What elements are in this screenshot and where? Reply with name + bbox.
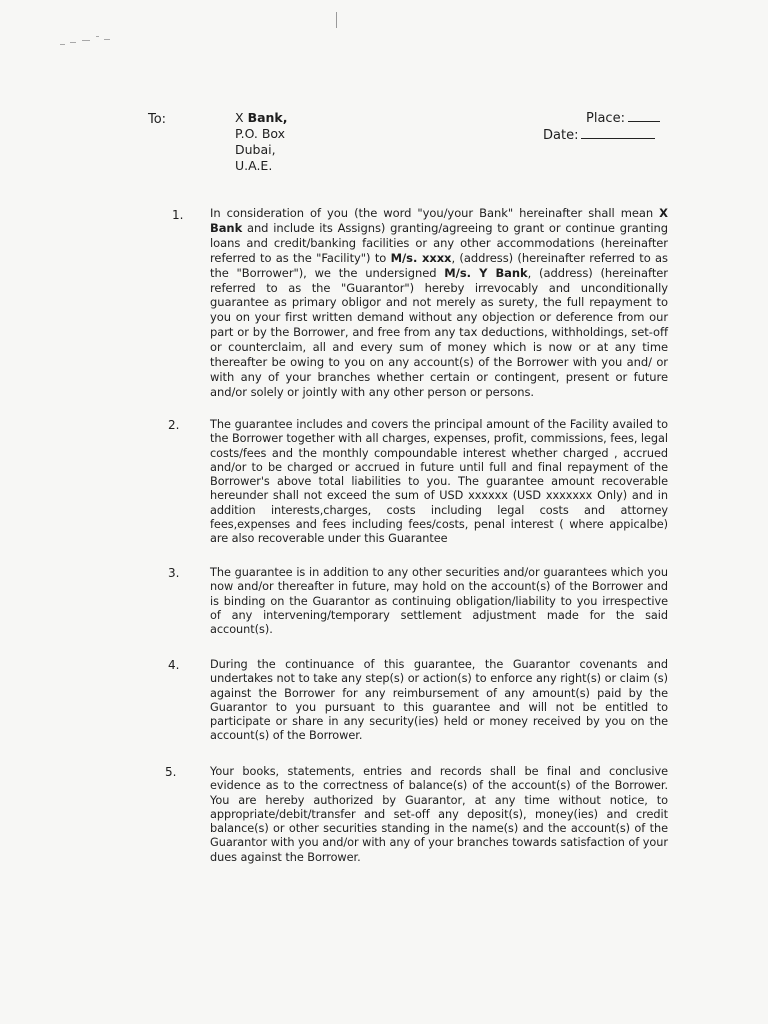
scan-artifact-mark [336, 12, 337, 28]
clause-text-run: During the continuance of this guarantee, the Guarantor covenants and undertakes not to take any step(s) or action(s) to enforce any right(s) or claim (s) against the Borrower for any reimbursement of any amount(s) paid by the Guarantor to you pursuant to this guarantee and will not be entitled to participate or share in any security(ies) held or money received by you on the account(s) of the Borrower. [210, 658, 668, 743]
date-row [543, 127, 660, 144]
clause-number: 3. [168, 566, 180, 580]
address-line-city: Dubai, [235, 142, 276, 157]
address-line-po-box: P.O. Box [235, 126, 286, 141]
bank-name-prefix: X [235, 110, 244, 125]
place-label: Place: [586, 111, 625, 126]
clause-number: 2. [168, 418, 180, 432]
clause-text-run: In consideration of you (the word "you/your Bank" hereinafter shall mean [210, 206, 660, 220]
clause-bold-term: X Bank [210, 206, 668, 235]
clause-text-run: and include its Assigns) granting/agreeing to grant or continue granting loans and credit/banking facilities or any other accommodations (hereinafter referred to as the "Facility") to [210, 220, 668, 265]
clause-text-run: , (address) (hereinafter referred to as the "Guarantor") hereby irrevocably and unconditionally guarantee as primary obligor and not merely as surety, the full repayment to you on your first written demand without any objection or deference from our part or by the Borrower, and free from any tax deductions, withholdings, set-off or counterclaim, all and every sum of money which is now or at any time thereafter be owing to you on any account(s) of the Borrower with you and/ or with any of your branches whether certain or contingent, present or future and/or solely or jointly with any other person or persons. [210, 265, 668, 399]
clause-text-run: , (address) (hereinafter referred to as the "Borrower"), we the undersigned [210, 250, 668, 280]
bank-name-line [235, 110, 288, 126]
bank-name-bold: Bank, [247, 110, 288, 125]
place-blank-line [628, 111, 660, 122]
address-line-country: U.A.E. [235, 158, 273, 173]
clause-number: 4. [168, 658, 180, 672]
clause-number: 1. [172, 208, 184, 222]
place-date-block [543, 110, 660, 144]
clause-number: 5. [165, 765, 177, 779]
clause-text-run: The guarantee includes and covers the principal amount of the Facility availed to the Borrower together with all charges, expenses, profit, commissions, fees, legal costs/fees and the monthly compoundable interest whether charged , accrued and/or to be charged or accrued in future until full and final repayment of the Borrower's above total liabilities to you. The guarantee amount recoverable hereunder shall not exceed the sum of USD xxxxxx (USD xxxxxxx Only) and in addition interests,charges, costs including legal costs and attorney fees,expenses and fees including fees/costs, penal interest ( where appicalbe) are also recoverable under this Guarantee [210, 418, 668, 546]
date-blank-line [581, 128, 655, 139]
clause-bold-term: M/s. xxxx [390, 250, 452, 265]
recipient-address [235, 110, 288, 174]
clause-text [210, 765, 668, 865]
clause-bold-term: M/s. Y Bank [444, 265, 528, 280]
clause-text-run: The guarantee is in addition to any other securities and/or guarantees which you now and/or thereafter in future, may hold on the account(s) of the Borrower and is binding on the Guarantor as continuing obligation/liability to you irrespective of any intervening/temporary settlement adjustment made for the said account(s). [210, 566, 668, 637]
clause-text [210, 566, 668, 637]
place-row [586, 110, 660, 127]
date-label: Date: [543, 128, 579, 143]
clause-text [210, 658, 668, 744]
recipient-label: To: [148, 112, 167, 127]
clause-text [210, 418, 668, 547]
scan-artifact-scribble [58, 32, 118, 48]
clause-text-run: Your books, statements, entries and records shall be final and conclusive evidence as to the correctness of balance(s) of the account(s) of the Borrower. You are hereby authorized by Guarantor, at any time without notice, to appropriate/debit/transfer and set-off any deposit(s), money(ies) and credit balance(s) or other securities standing in the name(s) and the account(s) of the Guarantor with you and/or with any of your branches towards satisfaction of your dues against the Borrower. [210, 765, 668, 864]
clause-text [210, 206, 668, 400]
